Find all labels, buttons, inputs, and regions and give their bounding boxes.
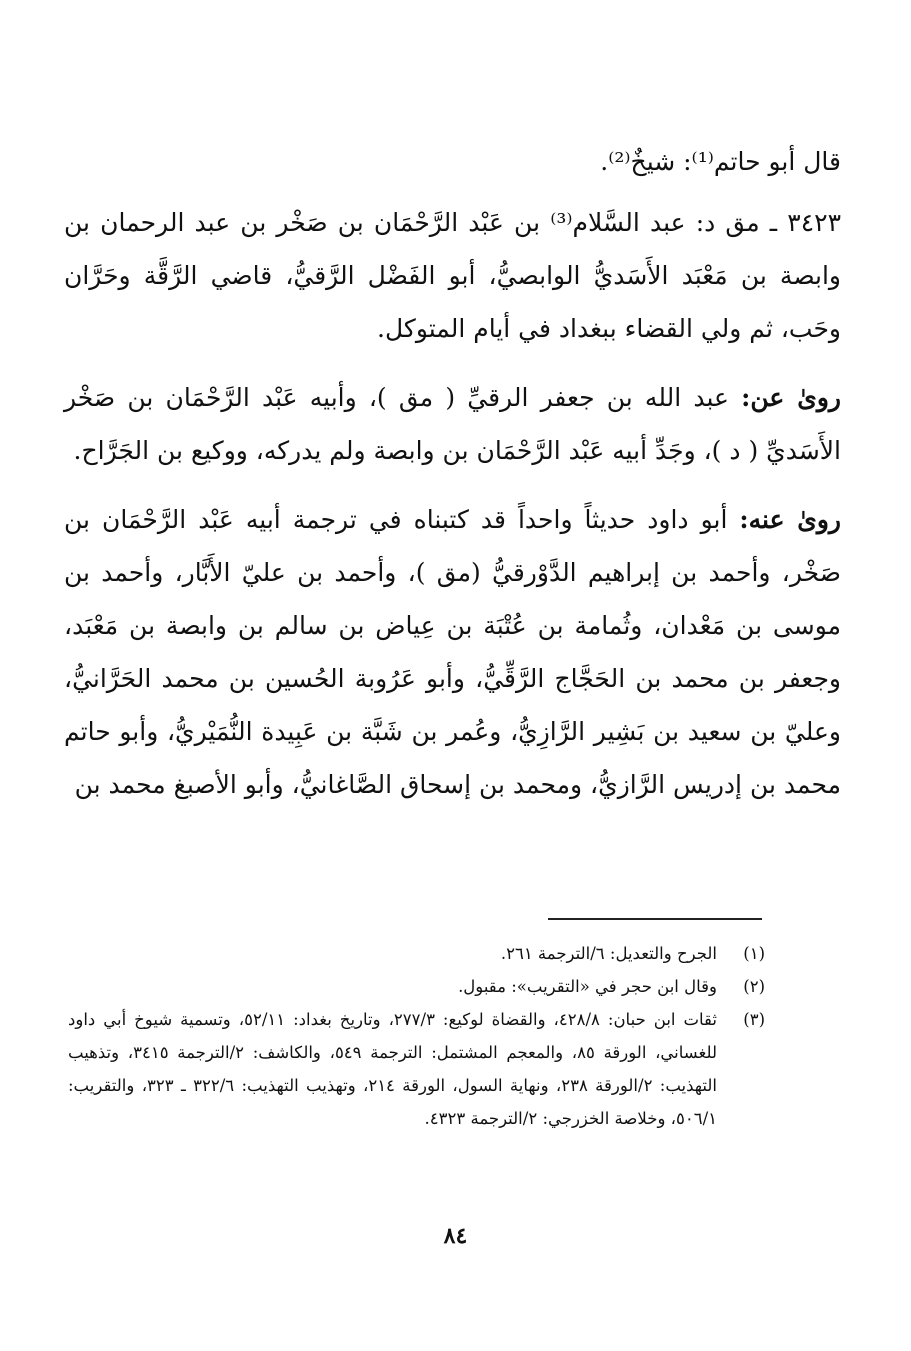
footnote-3 [68, 1003, 763, 1135]
entry-heading: ٣٤٢٣ ـ مق د: عبد السَّلام⁽³⁾ [550, 208, 842, 237]
footnote-2 [68, 970, 763, 1003]
footnote-1 [68, 937, 763, 970]
footnote-number: (٢) [743, 977, 765, 996]
entry-body: بن عَبْد الرَّحْمَان بن صَخْر بن عبد الرحمان بن وابصة بن مَعْبَد الأَسَديُّ الوابصيُّ، أبو الفَضْل الرَّقيُّ، قاضي الرَّقَّة وحَرَّان وحَب، ثم ولي القضاء ببغداد في أيام المتوكل. [64, 208, 841, 343]
footnote-number: (١) [743, 944, 765, 963]
footnote-text: وقال ابن حجر في «التقريب»: مقبول. [458, 977, 717, 996]
footnotes [68, 937, 763, 1135]
footnote-text: ثقات ابن حبان: ٤٢٨/٨، والقضاة لوكيع: ٢٧٧/٣، وتاريخ بغداد: ٥٢/١١، وتسمية شيوخ أبي داود للغساني، الورقة ٨٥، والمعجم المشتمل: الترجمة ٥٤٩، والكاشف: ٢/الترجمة ٣٤١٥، وتذهيب التهذيب: ٢/الورقة ٢٣٨، ونهاية السول، الورقة ٢١٤، وتهذيب التهذيب: ٣٢٢/٦ ـ ٣٢٣، والتقريب: ٥٠٦/١، وخلاصة الخزرجي: ٢/الترجمة ٤٣٢٣. [68, 1010, 717, 1128]
previous-entry-line: قال أبو حاتم⁽¹⁾: شيخٌ⁽²⁾. [600, 147, 841, 176]
entry-3423 [64, 196, 841, 355]
footnote-divider [548, 918, 762, 920]
rawa-an-label: روىٰ عن: [741, 383, 841, 412]
page-number: ٨٤ [443, 1223, 468, 1249]
rawa-an-paragraph [64, 371, 841, 477]
rawa-anhu-paragraph [64, 493, 841, 811]
rawa-anhu-text: أبو داود حديثاً واحداً قد كتبناه في ترجمة أبيه عَبْد الرَّحْمَان بن صَخْر، وأحمد بن إبراهيم الدَّوْرقيُّ (مق )، وأحمد بن عليّ الأَبَّار، وأحمد بن موسى بن مَعْدان، وثُمامة بن عُتْبَة بن عِياض بن سالم بن وابصة بن مَعْبَد، وجعفر بن محمد بن الحَجَّاج الرَّقِّيُّ، وأبو عَرُوبة الحُسين بن محمد الحَرَّانيُّ، وعليّ بن سعيد بن بَشِير الرَّازِيُّ، وعُمر بن شَبَّة بن عَبِيدة النُّمَيْريُّ، وأبو حاتم محمد بن إدريس الرَّازيُّ، ومحمد بن إسحاق الصَّاغانيُّ، وأبو الأصبغ محمد بن [64, 505, 841, 799]
rawa-an-text: عبد الله بن جعفر الرقيِّ ( مق )، وأبيه عَبْد الرَّحْمَان بن صَخْر الأَسَديِّ ( د )، وجَدِّ أبيه عَبْد الرَّحْمَان بن وابصة ولم يدركه، ووكيع بن الجَرَّاح. [64, 383, 841, 465]
footnote-text: الجرح والتعديل: ٦/الترجمة ٢٦١. [500, 944, 717, 963]
rawa-anhu-label: روىٰ عنه: [739, 505, 842, 534]
footnote-number: (٣) [743, 1010, 765, 1029]
main-text [64, 135, 841, 811]
